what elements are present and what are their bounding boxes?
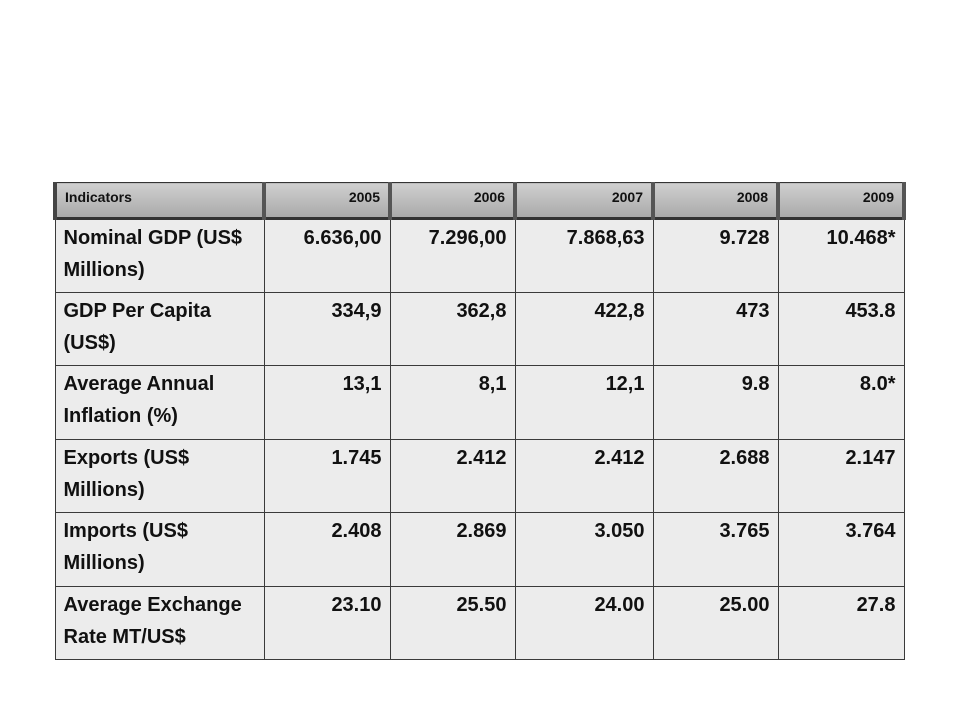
table-cell: 2.408 <box>264 513 390 587</box>
table-cell: 8.0* <box>778 366 904 440</box>
table-cell: 27.8 <box>778 586 904 660</box>
table-cell: 453.8 <box>778 292 904 366</box>
row-label: Exports (US$ Millions) <box>55 439 264 513</box>
table-cell: 334,9 <box>264 292 390 366</box>
table-cell: 2.869 <box>390 513 515 587</box>
table-cell: 422,8 <box>515 292 653 366</box>
table-row <box>55 219 904 293</box>
row-label: Imports (US$ Millions) <box>55 513 264 587</box>
table-cell: 13,1 <box>264 366 390 440</box>
table-row <box>55 292 904 366</box>
table-cell: 3.764 <box>778 513 904 587</box>
column-header-year: 2007 <box>515 183 653 219</box>
column-header-year: 2009 <box>778 183 904 219</box>
table-cell: 8,1 <box>390 366 515 440</box>
table-cell: 25.50 <box>390 586 515 660</box>
indicators-table <box>53 182 906 660</box>
table-cell: 12,1 <box>515 366 653 440</box>
column-header-year: 2006 <box>390 183 515 219</box>
table-row <box>55 366 904 440</box>
table-cell: 10.468* <box>778 219 904 293</box>
table-cell: 2.412 <box>390 439 515 513</box>
row-label: Average Annual Inflation (%) <box>55 366 264 440</box>
table-cell: 473 <box>653 292 778 366</box>
table-cell: 3.050 <box>515 513 653 587</box>
table-cell: 2.412 <box>515 439 653 513</box>
table-cell: 24.00 <box>515 586 653 660</box>
row-label: Nominal GDP (US$ Millions) <box>55 219 264 293</box>
table-cell: 2.688 <box>653 439 778 513</box>
table-row <box>55 513 904 587</box>
row-label: GDP Per Capita (US$) <box>55 292 264 366</box>
table-cell: 9.8 <box>653 366 778 440</box>
column-header-year: 2008 <box>653 183 778 219</box>
table-row <box>55 439 904 513</box>
table-cell: 7.296,00 <box>390 219 515 293</box>
row-label: Average Exchange Rate MT/US$ <box>55 586 264 660</box>
column-header-year: 2005 <box>264 183 390 219</box>
table-row <box>55 586 904 660</box>
table-cell: 2.147 <box>778 439 904 513</box>
table-cell: 25.00 <box>653 586 778 660</box>
table-header-row <box>55 183 904 219</box>
table-cell: 362,8 <box>390 292 515 366</box>
column-header-indicators: Indicators <box>55 183 264 219</box>
table-cell: 6.636,00 <box>264 219 390 293</box>
table-cell: 1.745 <box>264 439 390 513</box>
table-cell: 9.728 <box>653 219 778 293</box>
table-cell: 3.765 <box>653 513 778 587</box>
table-cell: 7.868,63 <box>515 219 653 293</box>
table-cell: 23.10 <box>264 586 390 660</box>
